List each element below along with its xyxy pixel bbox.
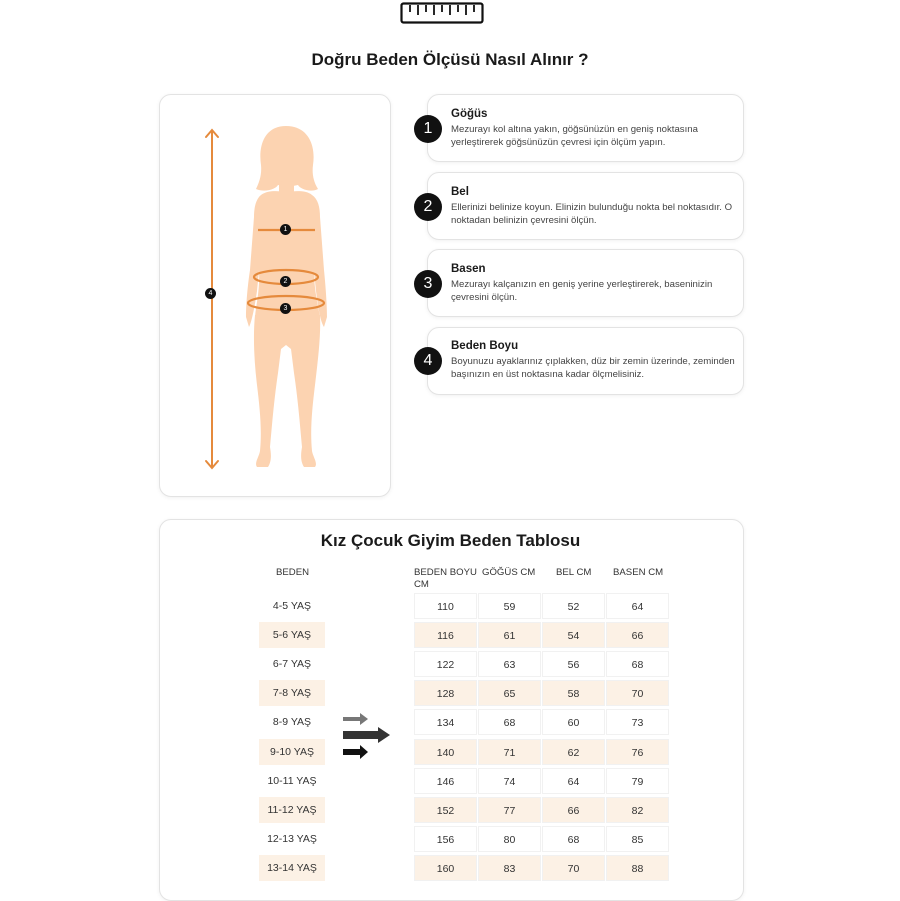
size-label-cell: 7-8 YAŞ bbox=[259, 680, 325, 706]
step-number-badge: 1 bbox=[414, 115, 442, 143]
column-header-height-line2: CM bbox=[414, 579, 429, 590]
waist-cell: 62 bbox=[542, 739, 605, 765]
page-title: Doğru Beden Ölçüsü Nasıl Alınır ? bbox=[311, 50, 589, 69]
chest-cell: 63 bbox=[478, 651, 541, 677]
hip-cell: 68 bbox=[606, 651, 669, 677]
height-cell: 160 bbox=[414, 855, 477, 881]
waist-cell: 68 bbox=[542, 826, 605, 852]
size-label-cell: 4-5 YAŞ bbox=[259, 593, 325, 619]
height-cell: 134 bbox=[414, 709, 477, 735]
hip-cell: 88 bbox=[606, 855, 669, 881]
height-cell: 122 bbox=[414, 651, 477, 677]
step-description: Ellerinizi belinize koyun. Elinizin bulunduğu nokta bel noktasıdır. O noktadan belinizin çevresini ölçün. bbox=[451, 202, 733, 226]
waist-cell: 58 bbox=[542, 680, 605, 706]
step-description: Mezurayı kol altına yakın, göğsünüzün en geniş noktasına yerleştirerek göğsünüzün çevresi için ölçüm yapın. bbox=[451, 124, 698, 148]
waist-marker: 2 bbox=[280, 276, 291, 287]
column-header-size: BEDEN bbox=[276, 567, 310, 578]
ruler-icon bbox=[400, 2, 484, 24]
size-label-cell: 11-12 YAŞ bbox=[259, 797, 325, 823]
step-number-badge: 2 bbox=[414, 193, 442, 221]
chest-cell: 83 bbox=[478, 855, 541, 881]
column-header-chest: GÖĞÜS CM bbox=[482, 567, 536, 578]
waist-cell: 54 bbox=[542, 622, 605, 648]
size-label-cell: 8-9 YAŞ bbox=[259, 709, 325, 735]
column-header-height bbox=[414, 567, 477, 591]
step-number-badge: 3 bbox=[414, 270, 442, 298]
height-cell: 116 bbox=[414, 622, 477, 648]
step-description: Mezurayı kalçanızın en geniş yerine yerleştirerek, baseninizin çevresini ölçün. bbox=[451, 279, 713, 303]
chest-cell: 80 bbox=[478, 826, 541, 852]
height-cell: 152 bbox=[414, 797, 477, 823]
column-header-hip: BASEN CM bbox=[613, 567, 664, 578]
hip-cell: 70 bbox=[606, 680, 669, 706]
chest-cell: 68 bbox=[478, 709, 541, 735]
size-label-cell: 10-11 YAŞ bbox=[259, 768, 325, 794]
hip-cell: 85 bbox=[606, 826, 669, 852]
hip-cell: 66 bbox=[606, 622, 669, 648]
height-cell: 140 bbox=[414, 739, 477, 765]
height-cell: 110 bbox=[414, 593, 477, 619]
column-header-waist: BEL CM bbox=[556, 567, 592, 578]
size-label-cell: 6-7 YAŞ bbox=[259, 651, 325, 677]
size-label-cell: 12-13 YAŞ bbox=[259, 826, 325, 852]
height-cell: 146 bbox=[414, 768, 477, 794]
chest-marker: 1 bbox=[280, 224, 291, 235]
chest-cell: 71 bbox=[478, 739, 541, 765]
hip-cell: 64 bbox=[606, 593, 669, 619]
waist-cell: 52 bbox=[542, 593, 605, 619]
hip-cell: 73 bbox=[606, 709, 669, 735]
height-cell: 156 bbox=[414, 826, 477, 852]
body-figure-card bbox=[159, 94, 391, 497]
height-marker: 4 bbox=[205, 288, 216, 299]
step-title: Bel bbox=[451, 186, 469, 198]
step-number-badge: 4 bbox=[414, 347, 442, 375]
size-label-cell: 9-10 YAŞ bbox=[259, 739, 325, 765]
size-table-title: Kız Çocuk Giyim Beden Tablosu bbox=[320, 531, 581, 550]
chest-cell: 59 bbox=[478, 593, 541, 619]
hip-cell: 79 bbox=[606, 768, 669, 794]
step-description: Boyunuzu ayaklarınız çıplakken, düz bir zemin üzerinde, zeminden başınızın en üst noktasına kadar ölçmelisiniz. bbox=[451, 356, 735, 380]
body-silhouette-illustration bbox=[160, 95, 390, 496]
waist-cell: 66 bbox=[542, 797, 605, 823]
hip-cell: 82 bbox=[606, 797, 669, 823]
column-header-height-line1: BEDEN BOYU bbox=[414, 567, 477, 578]
chest-cell: 77 bbox=[478, 797, 541, 823]
hip-marker: 3 bbox=[280, 303, 291, 314]
arrows-right-icon bbox=[340, 712, 392, 762]
step-title: Beden Boyu bbox=[451, 340, 519, 352]
step-title: Göğüs bbox=[451, 108, 488, 120]
waist-cell: 70 bbox=[542, 855, 605, 881]
chest-cell: 61 bbox=[478, 622, 541, 648]
chest-cell: 74 bbox=[478, 768, 541, 794]
height-cell: 128 bbox=[414, 680, 477, 706]
size-label-cell: 5-6 YAŞ bbox=[259, 622, 325, 648]
waist-cell: 60 bbox=[542, 709, 605, 735]
size-label-cell: 13-14 YAŞ bbox=[259, 855, 325, 881]
chest-cell: 65 bbox=[478, 680, 541, 706]
waist-cell: 64 bbox=[542, 768, 605, 794]
waist-cell: 56 bbox=[542, 651, 605, 677]
hip-cell: 76 bbox=[606, 739, 669, 765]
step-title: Basen bbox=[451, 263, 486, 275]
